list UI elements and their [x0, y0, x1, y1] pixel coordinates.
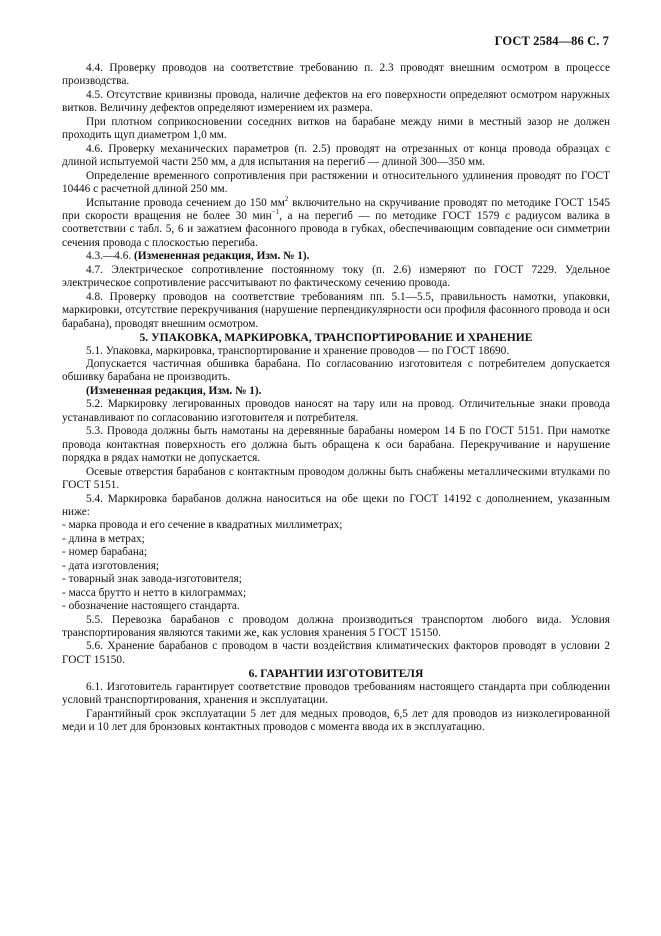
paragraph-5-1-sheathing: Допускается частичная обшивка барабана. По согласованию изготовителя с потребителем допускается обшивку барабана не производить.	[62, 357, 610, 384]
amendment-note-5-1	[62, 385, 610, 398]
paragraph-4-5-gap: При плотном соприкосновении соседних витков на барабане между ними в местный зазор не должен проходить щуп диаметром 1,0 мм.	[62, 115, 610, 142]
paragraph-6-1: 6.1. Изготовитель гарантирует соответствие проводов требованиям настоящего стандарта при соблюдении условий транспортирования, хранения и эксплуатации.	[62, 680, 610, 707]
paragraph-4-7: 4.7. Электрическое сопротивление постоянному току (п. 2.6) измеряют по ГОСТ 7229. Удельное электрическое сопротивление рассчитывают по фактическому сечению провода.	[62, 263, 610, 290]
list-item: - масса брутто и нетто в килограммах;	[62, 586, 247, 599]
list-item: - марка провода и его сечение в квадратных миллиметрах;	[62, 519, 343, 532]
paragraph-5-6: 5.6. Хранение барабанов с проводом в части воздействия климатических факторов проводят в условии 2 ГОСТ 15150.	[62, 640, 610, 666]
text-run: Испытание провода сечением до 150 мм	[86, 196, 285, 209]
paragraph-5-4: 5.4. Маркировка барабанов должна наноситься на обе щеки по ГОСТ 14192 с дополнением, указанным ниже:	[62, 492, 610, 518]
document-body	[62, 62, 610, 735]
list-item: - обозначение настоящего стандарта.	[62, 600, 240, 613]
amendment-label: (Измененная редакция, Изм. № 1).	[86, 384, 262, 397]
list-item: - дата изготовления;	[62, 559, 160, 572]
paragraph-5-5: 5.5. Перевозка барабанов с проводом должна производиться транспортом любого вида. Условия транспортирования являются такими же, как условия хранения 5 ГОСТ 15150.	[62, 613, 610, 640]
superscript: 2	[284, 194, 289, 203]
amendment-note-4-3-4-6	[62, 250, 610, 263]
list-item: - товарный знак завода-изготовителя;	[62, 573, 242, 586]
text-run: , а на перегиб — по методике ГОСТ 1579 с радиусом валика в соответствии с табл. 5, 6 и зажатием фасонного провода в губках, обеспечивающим совпадение оси симметрии сечения провода с плоскостью перегиба.	[62, 209, 611, 249]
clause-range: 4.3.—4.6.	[86, 250, 135, 263]
paragraph-4-4: 4.4. Проверку проводов на соответствие требованию п. 2.3 проводят внешним осмотром в процессе производства.	[62, 62, 610, 88]
paragraph-5-3-bushings: Осевые отверстия барабанов с контактным проводом должны быть снабжены металлическими втулками по ГОСТ 5151.	[62, 465, 610, 492]
text-run: включительно на скручивание проводят по методике ГОСТ 1545 при скорости вращения не более 30 мин	[62, 196, 611, 222]
paragraph-4-6-tensile: Определение временного сопротивления при растяжении и относительного удлинения проводят по ГОСТ 10446 с расчетной длиной 250 мм.	[62, 169, 610, 196]
section-6-title: 6. ГАРАНТИИ ИЗГОТОВИТЕЛЯ	[248, 667, 424, 681]
section-5-title: 5. УПАКОВКА, МАРКИРОВКА, ТРАНСПОРТИРОВАНИЕ И ХРАНЕНИЕ	[139, 331, 533, 345]
page-header: ГОСТ 2584—86 С. 7	[494, 34, 609, 48]
paragraph-4-6: 4.6. Проверку механических параметров (п. 2.5) проводят на отрезанных от конца провода образцах с длиной испытуемой части 250 мм, а для испытания на перегиб — длиной 300—350 мм.	[62, 142, 610, 169]
paragraph-4-5: 4.5. Отсутствие кривизны провода, наличие дефектов на его поверхности определяют осмотром наружных витков. Величину дефектов определяют измерением их размера.	[62, 88, 610, 115]
list-item: - номер барабана;	[62, 546, 148, 559]
amendment-label: (Измененная редакция, Изм. № 1).	[134, 250, 310, 263]
superscript: −1	[271, 208, 280, 217]
paragraph-5-3: 5.3. Провода должны быть намотаны на деревянные барабаны номером 14 Б по ГОСТ 5151. При намотке провода контактная поверхность его должна быть обращена к оси барабана. Перекручивание и нарушение порядка в рядах намотки не допускается.	[62, 425, 610, 465]
paragraph-4-8: 4.8. Проверку проводов на соответствие требованиям пп. 5.1—5.5, правильность намотки, упаковки, маркировки, отсутствие перекручивания (нарушение перпендикулярности оси профиля фасонного провода и оси барабана), проводят внешним осмотром.	[62, 290, 610, 330]
paragraph-5-2: 5.2. Маркировку легированных проводов наносят на тару или на провод. Отличительные знаки провода устанавливают по согласованию изготовителя и потребителя.	[62, 398, 610, 424]
paragraph-5-1: 5.1. Упаковка, маркировка, транспортирование и хранение проводов — по ГОСТ 18690.	[86, 344, 510, 357]
paragraph-6-1-warranty: Гарантийный срок эксплуатации 5 лет для медных проводов, 6,5 лет для проводов из низколегированной меди и 10 лет для бронзовых контактных проводов с момента ввода их в эксплуатацию.	[62, 707, 610, 734]
list-item: - длина в метрах;	[62, 532, 145, 545]
paragraph-4-6-twist	[62, 194, 611, 251]
